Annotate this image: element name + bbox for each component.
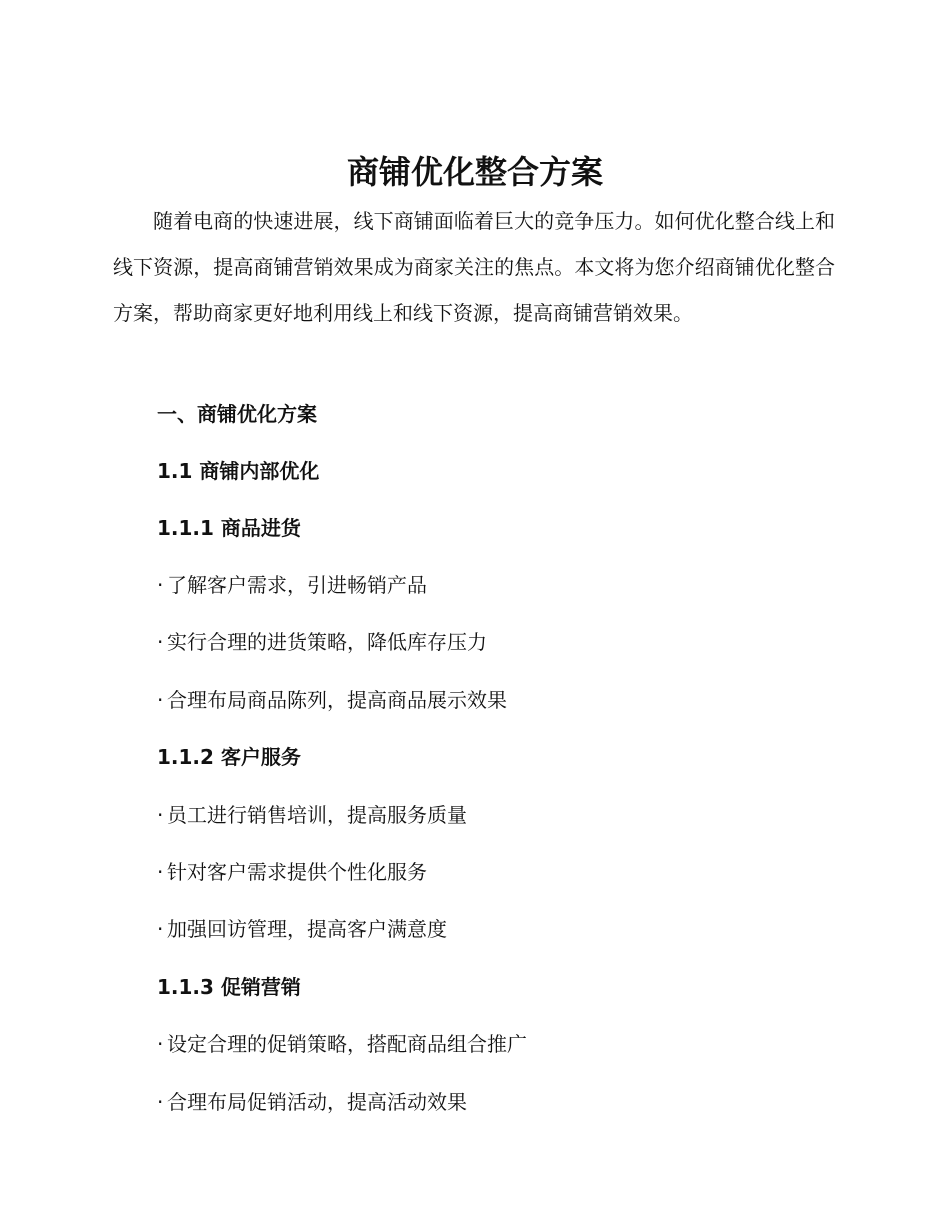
list-item-text: 合理布局促销活动，提高活动效果 <box>167 1090 467 1114</box>
goods-heading: 1.1.1 商品进货 <box>157 516 301 540</box>
bullet-symbol: · <box>157 630 164 654</box>
bullet-symbol: · <box>157 1032 164 1056</box>
list-item-text: 员工进行销售培训，提高服务质量 <box>167 803 467 827</box>
bullet-symbol: · <box>157 688 164 712</box>
list-item <box>157 1028 527 1060</box>
list-item-text: 了解客户需求，引进畅销产品 <box>167 573 427 597</box>
bullet-symbol: · <box>157 917 164 941</box>
list-item-text: 实行合理的进货策略，降低库存压力 <box>167 630 487 654</box>
list-item-text: 设定合理的促销策略，搭配商品组合推广 <box>167 1032 527 1056</box>
section-heading: 一、商铺优化方案 <box>157 402 317 426</box>
intro-paragraph: 随着电商的快速进展，线下商铺面临着巨大的竞争压力。如何优化整合线上和线下资源，提高商铺营销效果成为商家关注的焦点。本文将为您介绍商铺优化整合方案，帮助商家更好地利用线上和线下资源，提高商铺营销效果。 <box>113 209 835 325</box>
list-item <box>157 913 447 945</box>
list-item <box>157 626 487 658</box>
list-item-text: 针对客户需求提供个性化服务 <box>167 860 427 884</box>
subsection-heading: 1.1 商铺内部优化 <box>157 459 320 483</box>
list-item <box>157 684 507 716</box>
list-item <box>157 1086 467 1118</box>
list-item <box>157 569 427 601</box>
service-heading: 1.1.2 客户服务 <box>157 745 301 769</box>
bullet-symbol: · <box>157 1090 164 1114</box>
list-item-text: 加强回访管理，提高客户满意度 <box>167 917 447 941</box>
list-item <box>157 799 467 831</box>
document-title: 商铺优化整合方案 <box>346 153 603 191</box>
bullet-symbol: · <box>157 860 164 884</box>
list-item <box>157 856 427 888</box>
bullet-symbol: · <box>157 573 164 597</box>
bullet-symbol: · <box>157 803 164 827</box>
list-item-text: 合理布局商品陈列，提高商品展示效果 <box>167 688 507 712</box>
promotion-heading: 1.1.3 促销营销 <box>157 975 301 999</box>
